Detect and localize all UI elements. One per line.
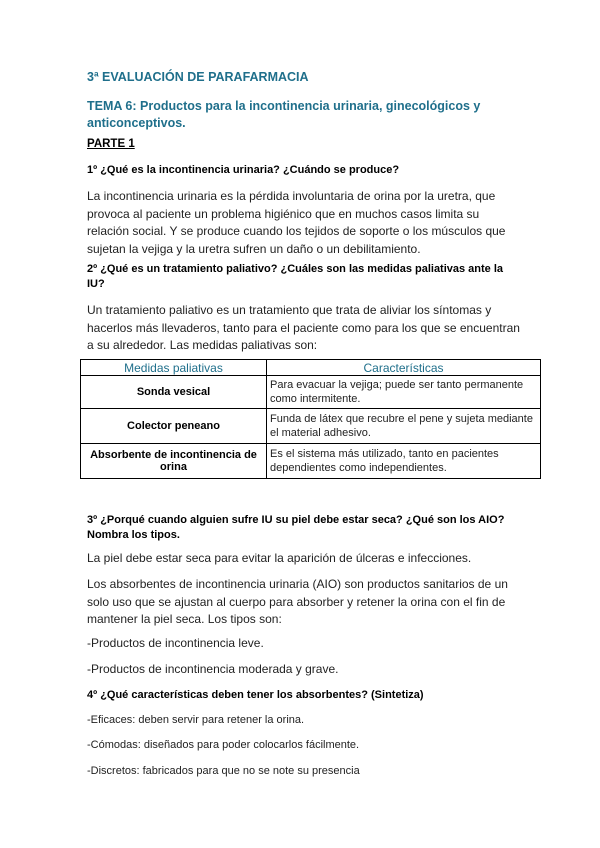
table-row xyxy=(81,409,541,444)
table-header-characteristics: Características xyxy=(267,360,541,376)
table-row xyxy=(81,444,541,479)
characteristic-item: -Discretos: fabricados para que no se note su presencia xyxy=(87,765,360,777)
question-4: 4º ¿Qué características deben tener los absorbentes? (Sintetiza) xyxy=(87,689,424,701)
characteristic-item: -Eficaces: deben servir para retener la orina. xyxy=(87,714,305,726)
answer-3b: Los absorbentes de incontinencia urinaria (AIO) son productos sanitarios de un solo uso que se ajustan al cuerpo para absorber y retener la orina con el fin de mantener la piel seca. Los tipos son: xyxy=(87,577,508,626)
measure-cell: Absorbente de incontinencia de orina xyxy=(81,444,267,479)
measure-cell: Colector peneano xyxy=(81,409,267,444)
answer-2: Un tratamiento paliativo es un tratamiento que trata de aliviar los síntomas y hacerlos más llevaderos, tanto para el paciente como para los que se encuentran a su alrededor. Las medidas paliativas son: xyxy=(87,303,520,352)
answer-3a: La piel debe estar seca para evitar la aparición de úlceras e infecciones. xyxy=(87,551,472,565)
answer-1: La incontinencia urinaria es la pérdida involuntaria de orina por la uretra, que provoca al paciente un problema higiénico que en muchos casos limita su relación social. Y se produce cuando los tejidos de soporte o los músculos que sujetan la vejiga y la uretra sufren un daño o un debilitamiento. xyxy=(87,189,506,256)
table-header-measures: Medidas paliativas xyxy=(81,360,267,376)
question-3: 3º ¿Porqué cuando alguien sufre IU su piel debe estar seca? ¿Qué son los AIO? Nombra los tipos. xyxy=(87,514,505,541)
table-header-row xyxy=(81,360,541,376)
description-cell: Funda de látex que recubre el pene y sujeta mediante el material adhesivo. xyxy=(267,409,541,444)
table-row xyxy=(81,376,541,409)
palliative-measures-table xyxy=(80,359,541,479)
part-label: PARTE 1 xyxy=(87,138,135,150)
aio-type-1: -Productos de incontinencia leve. xyxy=(87,636,264,650)
question-2: 2º ¿Qué es un tratamiento paliativo? ¿Cuáles son las medidas paliativas ante la IU? xyxy=(87,263,504,290)
description-cell: Para evacuar la vejiga; puede ser tanto permanente como intermitente. xyxy=(267,376,541,409)
question-1: 1º ¿Qué es la incontinencia urinaria? ¿Cuándo se produce? xyxy=(87,164,400,176)
measure-cell: Sonda vesical xyxy=(81,376,267,409)
document-title: 3ª EVALUACIÓN DE PARAFARMACIA xyxy=(87,70,309,84)
aio-type-2: -Productos de incontinencia moderada y grave. xyxy=(87,662,339,676)
topic-heading: TEMA 6: Productos para la incontinencia urinaria, ginecológicos y anticonceptivos. xyxy=(87,99,481,130)
characteristic-item: -Cómodas: diseñados para poder colocarlos fácilmente. xyxy=(87,739,360,751)
description-cell: Es el sistema más utilizado, tanto en pacientes dependientes como independientes. xyxy=(267,444,541,479)
